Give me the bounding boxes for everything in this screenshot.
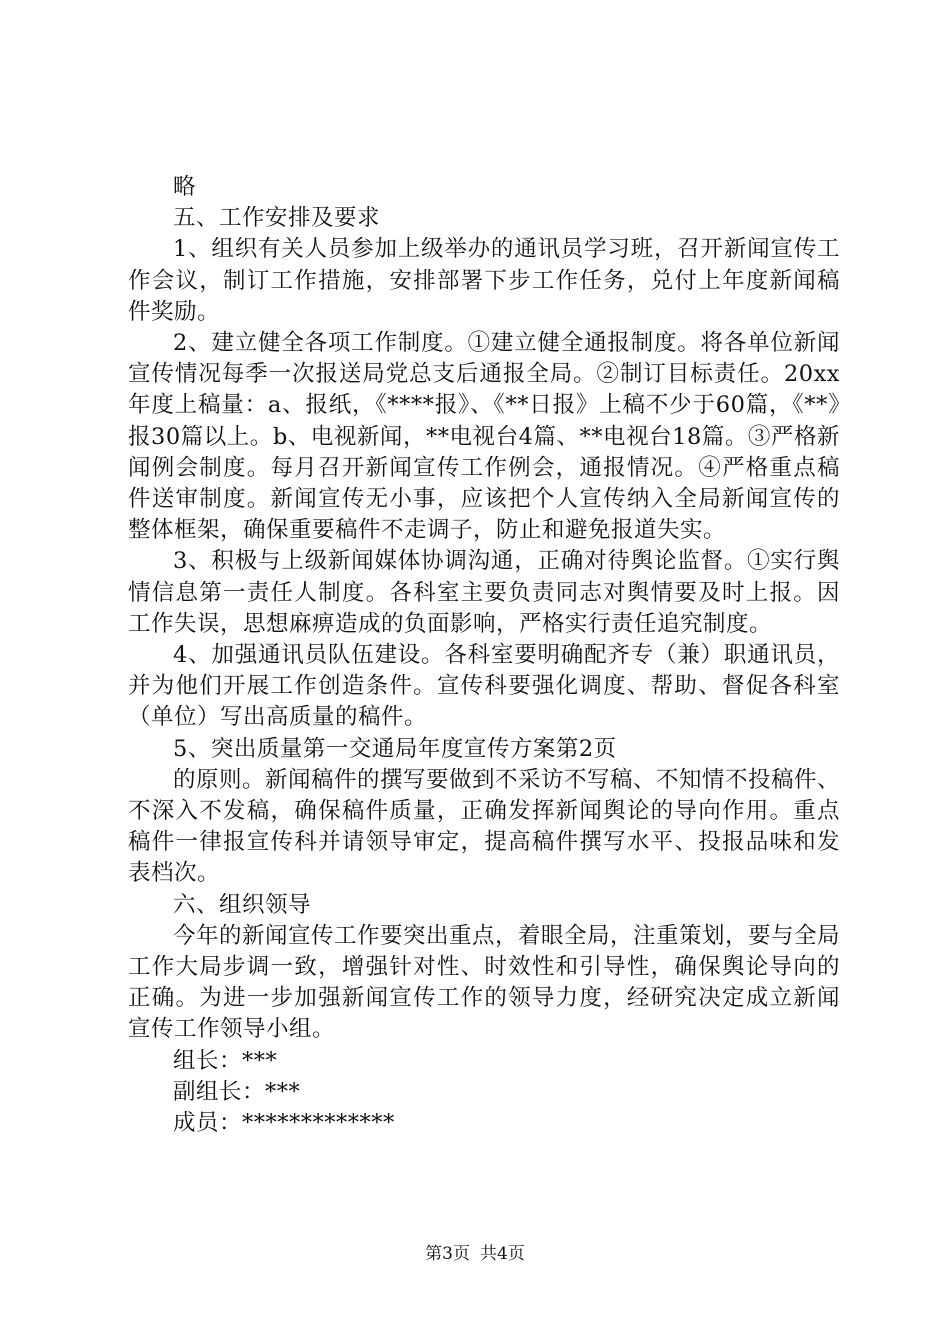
- page-footer: [0, 1242, 950, 1266]
- page-number-current: 第3页: [425, 1244, 470, 1264]
- section-heading-6: 六、组织领导: [173, 891, 312, 918]
- paragraph-item-3: 3、积极与上级新闻媒体协调沟通，正确对待舆论监督。①实行舆情信息第一责任人制度。各科室主要负责同志对舆情要及时上报。因工作失误，思想麻痹造成的负面影响，严格实行责任追究制度。: [128, 548, 840, 637]
- paragraph-item-1: 1、组织有关人员参加上级举办的通讯员学习班，召开新闻宣传工作会议，制订工作措施，安排部署下步工作任务，兑付上年度新闻稿件奖励。: [128, 236, 840, 325]
- members-line: 成员：*************: [173, 1110, 395, 1137]
- section-heading-5: 五、工作安排及要求: [173, 205, 381, 232]
- paragraph-item-5-body: 的原则。新闻稿件的撰写要做到不采访不写稿、不知情不投稿件、不深入不发稿，确保稿件质量，正确发挥新闻舆论的导向作用。重点稿件一律报宣传科并请领导审定，提高稿件撰写水平、投报品味和发表档次。: [128, 766, 841, 887]
- page-number-total: 共4页: [480, 1244, 525, 1264]
- document-body: [128, 172, 840, 1139]
- paragraph-item-4: 4、加强通讯员队伍建设。各科室要明确配齐专（兼）职通讯员，并为他们开展工作创造条件。宣传科要强化调度、帮助、督促各科室（单位）写出高质量的稿件。: [128, 642, 840, 731]
- fragment-text: 略: [173, 174, 197, 200]
- paragraph-item-5-head: 5、突出质量第一交通局年度宣传方案第2页: [173, 735, 617, 762]
- deputy-leader-line: 副组长：***: [173, 1078, 301, 1105]
- paragraph-item-2: 2、建立健全各项工作制度。①建立健全通报制度。将各单位新闻宣传情况每季一次报送局党总支后通报全局。②制订目标责任。20xx年度上稿量：a、报纸，《****报》、《**日报》上稿不少于60篇，《**》报30篇以上。b、电视新闻，**电视台4篇、**电视台18篇。③严格新闻例会制度。每月召开新闻宣传工作例会，通报情况。④严格重点稿件送审制度。新闻宣传无小事，应该把个人宣传纳入全局新闻宣传的整体框架，确保重要稿件不走调子，防止和避免报道失实。: [128, 330, 840, 544]
- paragraph-section-6: 今年的新闻宣传工作要突出重点，着眼全局，注重策划，要与全局工作大局步调一致，增强针对性、时效性和引导性，确保舆论导向的正确。为进一步加强新闻宣传工作的领导力度，经研究决定成立新闻宣传工作领导小组。: [128, 922, 841, 1043]
- leader-line: 组长：***: [173, 1047, 278, 1074]
